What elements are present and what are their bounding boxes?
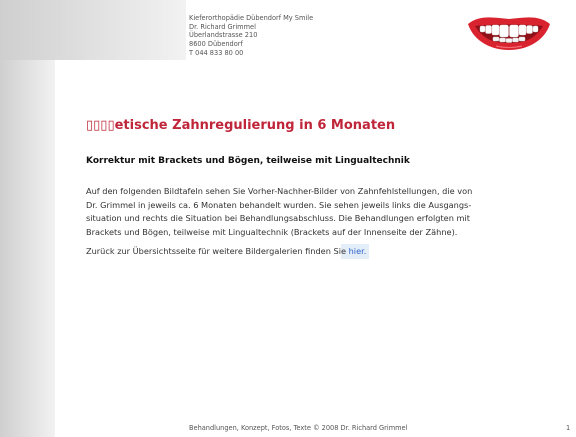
text-selection-highlight: [341, 244, 369, 259]
top-gray-band: [0, 0, 186, 60]
paragraph-line: situation und rechts die Situation bei Behandlungsabschluss. Die Behandlungen erfolgten mit: [86, 213, 470, 224]
address-line: Überlandstrasse 210: [189, 31, 258, 40]
address-line: T 044 833 80 00: [189, 48, 244, 57]
section-subtitle: Korrektur mit Brackets und Bögen, teilweise mit Lingualtechnik: [86, 156, 410, 166]
address-line: Dr. Richard Grimmel: [189, 22, 256, 31]
address-line: 8600 Dübendorf: [189, 40, 243, 49]
smile-lips-logo: [466, 10, 552, 52]
address-line: Kieferorthopädie Dübendorf My Smile: [189, 14, 314, 22]
back-text: Zurück zur Übersichtsseite für weitere Bildergalerien finden Si: [86, 246, 341, 256]
paragraph-line: Brackets und Bögen, teilweise mit Lingualtechnik (Brackets auf der Innenseite der Zähne).: [86, 226, 458, 237]
page-number: 1: [566, 424, 571, 432]
paragraph-line: Auf den folgenden Bildtafeln sehen Sie Vorher-Nachher-Bilder von Zahnfehlstellungen, die von: [86, 186, 473, 196]
paragraph-line: Dr. Grimmel in jeweils ca. 6 Monaten behandelt wurden. Sie sehen jeweils links die Ausgangs-: [86, 199, 472, 210]
page-title: ▯▯▯▯etische Zahnregulierung in 6 Monaten: [86, 118, 396, 133]
back-to-overview-text: [86, 246, 369, 256]
footer-copyright: Behandlungen, Konzept, Fotos, Texte © 2008 Dr. Richard Grimmel: [189, 424, 408, 432]
intro-paragraph: [86, 185, 516, 239]
left-gray-band: [0, 60, 55, 437]
highlighted-text: e: [340, 246, 349, 256]
practice-address: [189, 14, 313, 58]
overview-link[interactable]: hier.: [348, 246, 367, 256]
